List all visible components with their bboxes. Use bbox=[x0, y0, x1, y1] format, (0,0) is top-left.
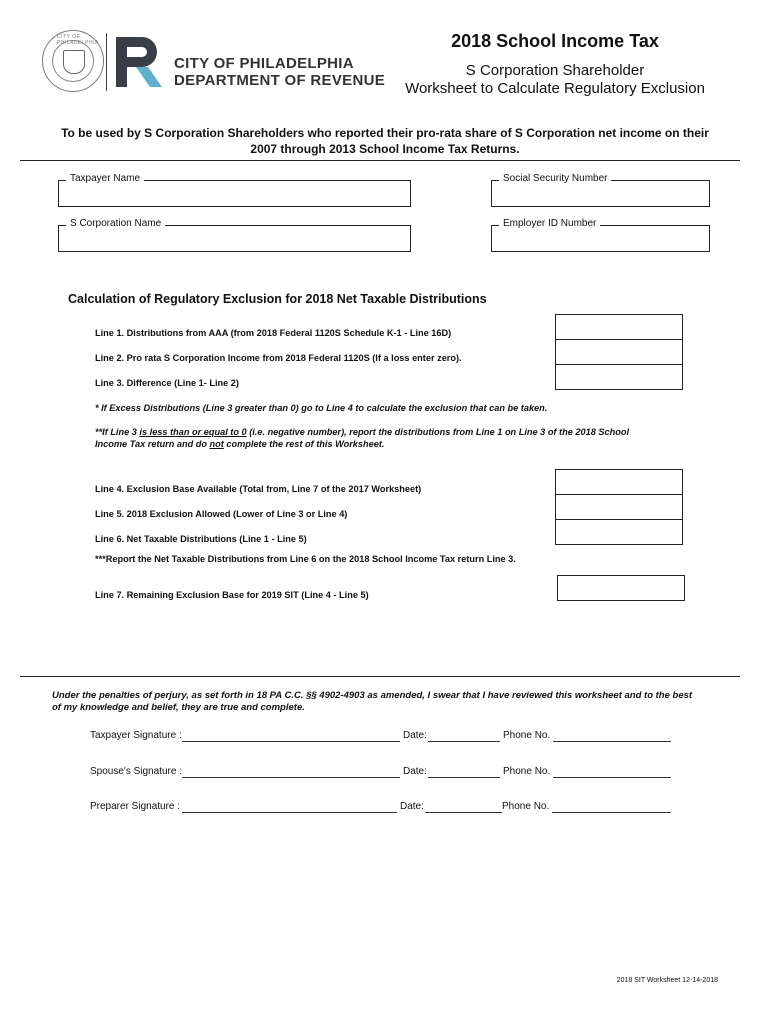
intro-line-1: To be used by S Corporation Shareholders who reported their pro-rata share of S Corporation net income on their bbox=[61, 126, 709, 140]
perjury-statement bbox=[52, 690, 742, 714]
preparer-phone-line[interactable] bbox=[552, 812, 671, 813]
taxpayer-date-line[interactable] bbox=[428, 741, 500, 742]
note2-part-a: **If Line 3 bbox=[95, 427, 140, 437]
line-7-label: Line 7. Remaining Exclusion Base for 2019 SIT (Line 4 - Line 5) bbox=[95, 590, 369, 600]
spouse-date-line[interactable] bbox=[428, 777, 500, 778]
line-1-label: Line 1. Distributions from AAA (from 2018 Federal 1120S Schedule K-1 - Line 16D) bbox=[95, 328, 452, 338]
bottom-rule bbox=[20, 676, 740, 677]
ssn-field[interactable] bbox=[491, 173, 710, 207]
line-4-label: Line 4. Exclusion Base Available (Total from, Line 7 of the 2017 Worksheet) bbox=[95, 484, 422, 494]
line-4-input[interactable] bbox=[555, 469, 683, 495]
ein-label: Employer ID Number bbox=[499, 218, 600, 229]
line-3-input[interactable] bbox=[555, 364, 683, 390]
seal-text: CITY OF PHILADELPHIA bbox=[57, 34, 99, 46]
spouse-signature-line[interactable] bbox=[182, 777, 400, 778]
revenue-r-logo-icon bbox=[114, 35, 164, 89]
city-seal bbox=[42, 30, 104, 92]
note2-part-b: (i.e. negative number), report the distributions from Line 1 on Line 3 of the 2018 School bbox=[246, 427, 629, 437]
taxpayer-phone-line[interactable] bbox=[553, 741, 671, 742]
form-subtitle-2: Worksheet to Calculate Regulatory Exclusion bbox=[405, 80, 705, 97]
taxpayer-date-label: Date: bbox=[403, 730, 427, 741]
note2-underline-2: not bbox=[209, 439, 224, 449]
scorp-name-field[interactable] bbox=[58, 218, 411, 252]
line-7-input[interactable] bbox=[557, 575, 685, 601]
taxpayer-name-field[interactable] bbox=[58, 173, 411, 207]
line-6-label: Line 6. Net Taxable Distributions (Line 1 - Line 5) bbox=[95, 534, 307, 544]
preparer-signature-line[interactable] bbox=[182, 812, 397, 813]
line-1-input[interactable] bbox=[555, 314, 683, 340]
intro-line-2: 2007 through 2013 School Income Tax Returns. bbox=[250, 142, 520, 156]
line-5-input[interactable] bbox=[555, 494, 683, 520]
calc-heading: Calculation of Regulatory Exclusion for 2018 Net Taxable Distributions bbox=[68, 292, 487, 306]
spouse-date-label: Date: bbox=[403, 766, 427, 777]
line-2-input[interactable] bbox=[555, 339, 683, 365]
perjury-line-2: of my knowledge and belief, they are true and complete. bbox=[52, 702, 305, 713]
note2-underline-1: is less than or equal to 0 bbox=[139, 427, 247, 437]
line-2-label: Line 2. Pro rata S Corporation Income from 2018 Federal 1120S (If a loss enter zero). bbox=[95, 353, 462, 363]
preparer-date-line[interactable] bbox=[425, 812, 502, 813]
taxpayer-phone-label: Phone No. bbox=[503, 730, 551, 741]
preparer-phone-label: Phone No. bbox=[502, 801, 550, 812]
top-rule bbox=[20, 160, 740, 161]
seal-shield-icon bbox=[63, 50, 85, 74]
footer-form-id: 2018 SIT Worksheet 12-14-2018 bbox=[616, 977, 718, 984]
note2-part-d: complete the rest of this Worksheet. bbox=[223, 439, 385, 449]
taxpayer-signature-line[interactable] bbox=[182, 741, 400, 742]
preparer-signature-label: Preparer Signature : bbox=[90, 801, 181, 812]
taxpayer-signature-label: Taxpayer Signature : bbox=[90, 730, 182, 741]
note-excess: * If Excess Distributions (Line 3 greater than 0) go to Line 4 to calculate the exclusion that can be taken. bbox=[95, 403, 548, 413]
header-divider bbox=[106, 33, 107, 91]
spouse-phone-label: Phone No. bbox=[503, 766, 551, 777]
spouse-phone-line[interactable] bbox=[553, 777, 671, 778]
intro-text bbox=[20, 125, 750, 157]
org-name-line1: CITY OF PHILADELPHIA bbox=[174, 55, 354, 72]
scorp-name-label: S Corporation Name bbox=[66, 218, 165, 229]
preparer-date-label: Date: bbox=[400, 801, 424, 812]
note-line3-negative bbox=[95, 426, 695, 450]
spouse-signature-label: Spouse's Signature : bbox=[90, 766, 182, 777]
form-subtitle-1: S Corporation Shareholder bbox=[465, 62, 645, 79]
line-5-label: Line 5. 2018 Exclusion Allowed (Lower of Line 3 or Line 4) bbox=[95, 509, 348, 519]
ein-field[interactable] bbox=[491, 218, 710, 252]
org-name-line2: DEPARTMENT OF REVENUE bbox=[174, 72, 386, 89]
line-3-label: Line 3. Difference (Line 1- Line 2) bbox=[95, 378, 239, 388]
perjury-line-1: Under the penalties of perjury, as set forth in 18 PA C.C. §§ 4902-4903 as amended, I swear that I have reviewed this worksheet and to the best bbox=[52, 690, 693, 701]
form-title: 2018 School Income Tax bbox=[451, 31, 659, 51]
ssn-label: Social Security Number bbox=[499, 173, 611, 184]
note-report-line6: ***Report the Net Taxable Distributions from Line 6 on the 2018 School Income Tax return Line 3. bbox=[95, 554, 516, 564]
taxpayer-name-label: Taxpayer Name bbox=[66, 173, 144, 184]
line-6-input[interactable] bbox=[555, 519, 683, 545]
note2-part-c: Income Tax return and do bbox=[95, 439, 210, 449]
